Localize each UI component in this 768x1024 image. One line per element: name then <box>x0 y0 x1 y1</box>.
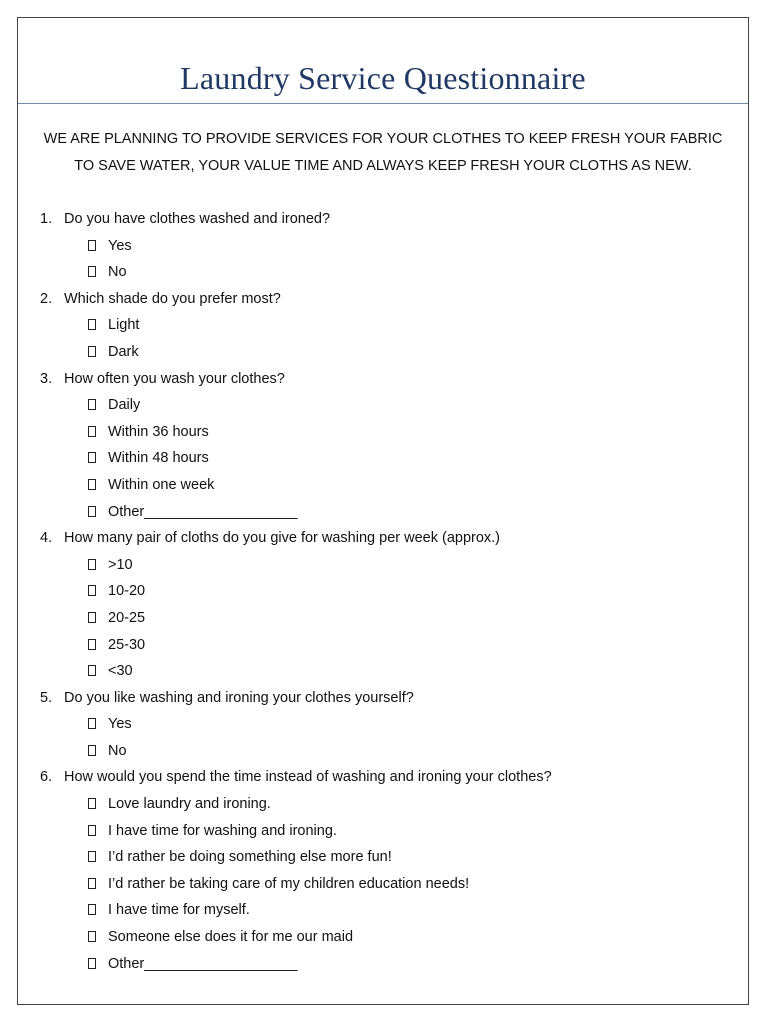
answer-option[interactable] <box>40 924 738 951</box>
answer-option[interactable] <box>40 233 738 260</box>
intro-line: WE ARE PLANNING TO PROVIDE SERVICES FOR YOUR CLOTHES TO KEEP FRESH YOUR FABRIC <box>43 131 723 147</box>
answer-option[interactable] <box>40 312 738 339</box>
question-3 <box>40 366 738 526</box>
answer-option[interactable] <box>40 844 738 871</box>
questionnaire-page <box>17 17 749 1005</box>
option-label: Dark <box>108 343 139 360</box>
checkbox-icon[interactable] <box>88 904 96 915</box>
question-1 <box>40 206 738 286</box>
option-label: Yes <box>108 716 132 733</box>
checkbox-icon[interactable] <box>88 479 96 490</box>
intro-line: TO SAVE WATER, YOUR VALUE TIME AND ALWAYS KEEP FRESH YOUR CLOTHS AS NEW. <box>74 158 692 174</box>
question-5 <box>40 685 738 765</box>
answer-option[interactable] <box>40 818 738 845</box>
option-label: Love laundry and ironing. <box>108 796 271 813</box>
checkbox-icon[interactable] <box>88 585 96 596</box>
checkbox-icon[interactable] <box>88 399 96 410</box>
checkbox-icon[interactable] <box>88 665 96 676</box>
answer-option[interactable] <box>40 658 738 685</box>
option-label: I’d rather be taking care of my children education needs! <box>108 875 470 892</box>
checkbox-icon[interactable] <box>88 266 96 277</box>
question-number: 6. <box>40 769 53 786</box>
question-text <box>40 206 738 233</box>
checkbox-icon[interactable] <box>88 851 96 862</box>
question-number: 2. <box>40 290 53 307</box>
answer-option[interactable] <box>40 951 738 978</box>
question-number: 4. <box>40 530 53 547</box>
question-2 <box>40 286 738 366</box>
option-label: I have time for myself. <box>108 902 250 919</box>
checkbox-icon[interactable] <box>88 240 96 251</box>
question-number: 5. <box>40 689 53 706</box>
question-6 <box>40 764 738 977</box>
option-label: 10-20 <box>108 583 146 600</box>
question-label: How often you wash your clothes? <box>64 370 285 387</box>
page-title: Laundry Service Questionnaire <box>180 60 586 96</box>
question-text <box>40 764 738 791</box>
question-label: Do you have clothes washed and ironed? <box>64 211 331 227</box>
checkbox-icon[interactable] <box>88 718 96 729</box>
answer-option[interactable] <box>40 578 738 605</box>
checkbox-icon[interactable] <box>88 346 96 357</box>
question-text <box>40 525 738 552</box>
checkbox-icon[interactable] <box>88 825 96 836</box>
answer-option[interactable] <box>40 259 738 286</box>
title-divider <box>18 103 748 104</box>
option-label: <30 <box>108 663 133 680</box>
question-label: Which shade do you prefer most? <box>64 290 281 307</box>
question-text <box>40 366 738 393</box>
question-list <box>40 206 738 977</box>
answer-option[interactable] <box>40 897 738 924</box>
question-text <box>40 286 738 313</box>
option-label: 25-30 <box>108 636 146 653</box>
answer-option[interactable] <box>40 738 738 765</box>
answer-option[interactable] <box>40 472 738 499</box>
checkbox-icon[interactable] <box>88 745 96 756</box>
option-label: >10 <box>108 556 133 573</box>
question-text <box>40 685 738 712</box>
option-label: No <box>108 742 127 759</box>
option-label: 20-25 <box>108 609 146 626</box>
answer-option[interactable] <box>40 632 738 659</box>
option-label: Other___________________ <box>108 503 298 520</box>
option-label: Within one week <box>108 476 215 493</box>
question-label: How would you spend the time instead of washing and ironing your clothes? <box>64 769 552 786</box>
question-number: 3. <box>40 370 53 387</box>
option-label: Within 48 hours <box>108 450 209 467</box>
option-label: Daily <box>108 397 141 414</box>
checkbox-icon[interactable] <box>88 958 96 969</box>
question-number: 1. <box>40 211 53 227</box>
answer-option[interactable] <box>40 445 738 472</box>
option-label: Within 36 hours <box>108 423 209 440</box>
checkbox-icon[interactable] <box>88 931 96 942</box>
option-label: Someone else does it for me our maid <box>108 929 354 946</box>
answer-option[interactable] <box>40 552 738 579</box>
checkbox-icon[interactable] <box>88 878 96 889</box>
intro-text <box>18 126 748 180</box>
checkbox-icon[interactable] <box>88 559 96 570</box>
answer-option[interactable] <box>40 392 738 419</box>
answer-option[interactable] <box>40 499 738 526</box>
checkbox-icon[interactable] <box>88 319 96 330</box>
answer-option[interactable] <box>40 419 738 446</box>
checkbox-icon[interactable] <box>88 426 96 437</box>
checkbox-icon[interactable] <box>88 612 96 623</box>
option-label: Other___________________ <box>108 955 298 972</box>
checkbox-icon[interactable] <box>88 798 96 809</box>
question-label: Do you like washing and ironing your clothes yourself? <box>64 689 414 706</box>
option-label: I’d rather be doing something else more fun! <box>108 849 392 866</box>
answer-option[interactable] <box>40 871 738 898</box>
option-label: No <box>108 264 127 281</box>
option-label: Light <box>108 317 140 334</box>
answer-option[interactable] <box>40 339 738 366</box>
option-label: Yes <box>108 237 132 254</box>
checkbox-icon[interactable] <box>88 639 96 650</box>
answer-option[interactable] <box>40 605 738 632</box>
question-4 <box>40 525 738 685</box>
answer-option[interactable] <box>40 791 738 818</box>
option-label: I have time for washing and ironing. <box>108 822 337 839</box>
question-label: How many pair of cloths do you give for washing per week (approx.) <box>64 530 501 547</box>
answer-option[interactable] <box>40 711 738 738</box>
checkbox-icon[interactable] <box>88 452 96 463</box>
checkbox-icon[interactable] <box>88 506 96 517</box>
